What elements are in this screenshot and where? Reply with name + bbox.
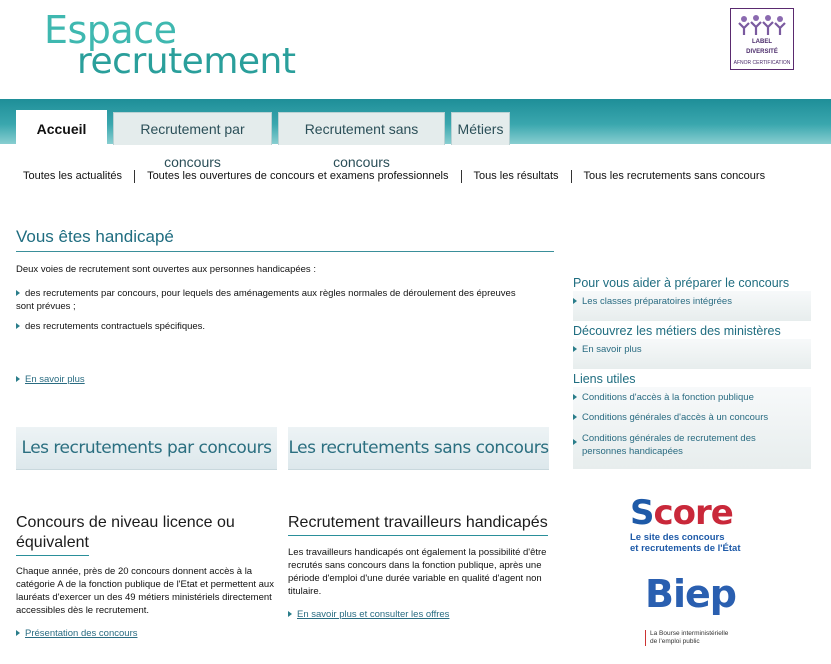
bullet-arrow-icon <box>16 321 25 332</box>
intro-text: Deux voies de recrutement sont ouvertes aux personnes handicapées : <box>16 264 316 275</box>
conditions-acces-concours-link[interactable]: Conditions générales d'accès à un concours <box>582 412 769 423</box>
sidebar-box-metiers <box>573 339 811 369</box>
badge-afnor-text: AFNOR CERTIFICATION <box>733 60 791 66</box>
arrow-icon <box>573 296 582 307</box>
bullet-arrow-icon <box>16 288 25 299</box>
people-icon <box>736 14 788 36</box>
subnav-sans-concours[interactable]: Tous les recrutements sans concours <box>583 170 766 183</box>
classes-preparatoires-link[interactable]: Les classes préparatoires intégrées <box>582 296 732 307</box>
bullet-item <box>16 320 526 333</box>
sidebar-box-liens <box>573 387 811 469</box>
subnav-separator <box>461 170 462 183</box>
sidebar-link-row <box>573 411 768 424</box>
biep-tagline1: La Bourse interministérielle <box>650 630 729 637</box>
section-title-concours-licence <box>16 513 256 556</box>
sidebar-link-row <box>573 339 811 356</box>
page-title: Vous êtes handicapé <box>16 227 554 252</box>
biep-logo[interactable] <box>645 574 765 658</box>
section-title-line2: équivalent <box>16 533 89 556</box>
concours-licence-text: Chaque année, près de 20 concours donnent accès à la catégorie A de la fonction publique de l'Etat et permettent aux lauréats d'exercer un des 49 métiers ministériels directement accessibles dès le recrutement. <box>16 566 274 616</box>
conditions-handicapees-link[interactable]: Conditions générales de recrutement des personnes handicapées <box>582 433 756 457</box>
metiers-en-savoir-plus-link[interactable]: En savoir plus <box>582 344 642 355</box>
sidebar-link-row <box>573 291 811 308</box>
bullet-text: des recrutements par concours, pour lequels des aménagements aux règles normales de déroulement des épreuves sont prévues ; <box>16 288 516 312</box>
sub-navigation <box>16 170 772 183</box>
travailleurs-handicapes-text: Les travailleurs handicapés ont également la possibilité d'être recrutés sans concours dans la fonction publique, après une période d'emploi d'une durée variable en qualité d'agent non titulaire. <box>288 547 547 597</box>
arrow-icon <box>16 628 25 639</box>
recrutements-par-concours-button[interactable]: Les recrutements par concours <box>16 427 277 470</box>
biep-tagline2: de l'emploi public <box>650 638 700 645</box>
section-title-line1: Concours de niveau licence ou <box>16 514 235 531</box>
offres-link-row <box>288 608 449 621</box>
section-title-travailleurs-handicapes <box>288 513 548 536</box>
more-link-row <box>16 373 85 386</box>
biep-tagline <box>645 630 765 646</box>
score-tagline1: Le site des concours <box>630 532 725 543</box>
score-tagline2: et recrutements de l'État <box>630 543 741 554</box>
sidebar-title-preparer: Pour vous aider à préparer le concours <box>573 276 790 290</box>
logo-espace[interactable]: Espace <box>44 8 177 52</box>
recrutements-sans-concours-button[interactable]: Les recrutements sans concours <box>288 427 549 470</box>
score-s-letter: S <box>630 493 654 533</box>
sidebar-box-preparer <box>573 291 811 321</box>
conditions-acces-fp-link[interactable]: Conditions d'accès à la fonction publique <box>582 392 754 403</box>
en-savoir-plus-link[interactable]: En savoir plus <box>25 374 85 385</box>
score-core-text: core <box>653 493 733 533</box>
logo-recrutement[interactable]: recrutement <box>77 41 296 82</box>
tab-metiers[interactable]: Métiers <box>451 112 510 145</box>
bullet-item <box>16 287 526 313</box>
subnav-separator <box>571 170 572 183</box>
arrow-icon <box>288 609 297 620</box>
arrow-icon <box>573 344 582 355</box>
tab-accueil[interactable]: Accueil <box>16 110 107 146</box>
tab-recrutement-par-concours[interactable]: Recrutement par concours <box>113 112 272 145</box>
sidebar-title-liens-utiles: Liens utiles <box>573 372 636 386</box>
arrow-icon <box>573 392 582 403</box>
biep-name: Biep <box>645 572 736 616</box>
subnav-resultats[interactable]: Tous les résultats <box>473 170 559 183</box>
arrow-icon <box>573 412 582 423</box>
subnav-separator <box>134 170 135 183</box>
subnav-ouvertures[interactable]: Toutes les ouvertures de concours et examens professionnels <box>147 170 449 183</box>
tab-recrutement-sans-concours[interactable]: Recrutement sans concours <box>278 112 445 145</box>
arrow-icon <box>573 436 582 458</box>
bullet-text: des recrutements contractuels spécifiques. <box>25 321 206 332</box>
arrow-icon <box>16 374 25 385</box>
consulter-offres-link[interactable]: En savoir plus et consulter les offres <box>297 609 450 620</box>
presentation-link-row <box>16 627 137 640</box>
label-diversite-badge <box>730 8 794 70</box>
badge-label-text: LABEL <box>752 39 772 45</box>
sidebar-link-row <box>573 391 754 404</box>
section-title-text: Recrutement travailleurs handicapés <box>288 513 548 536</box>
badge-diversite-text: DIVERSITÉ <box>746 49 778 55</box>
score-logo[interactable] <box>630 493 790 558</box>
sidebar-link-row <box>573 432 783 458</box>
sidebar-title-metiers: Découvrez les métiers des ministères <box>573 324 781 338</box>
presentation-concours-link[interactable]: Présentation des concours <box>25 628 138 639</box>
subnav-actualites[interactable]: Toutes les actualités <box>23 170 123 183</box>
